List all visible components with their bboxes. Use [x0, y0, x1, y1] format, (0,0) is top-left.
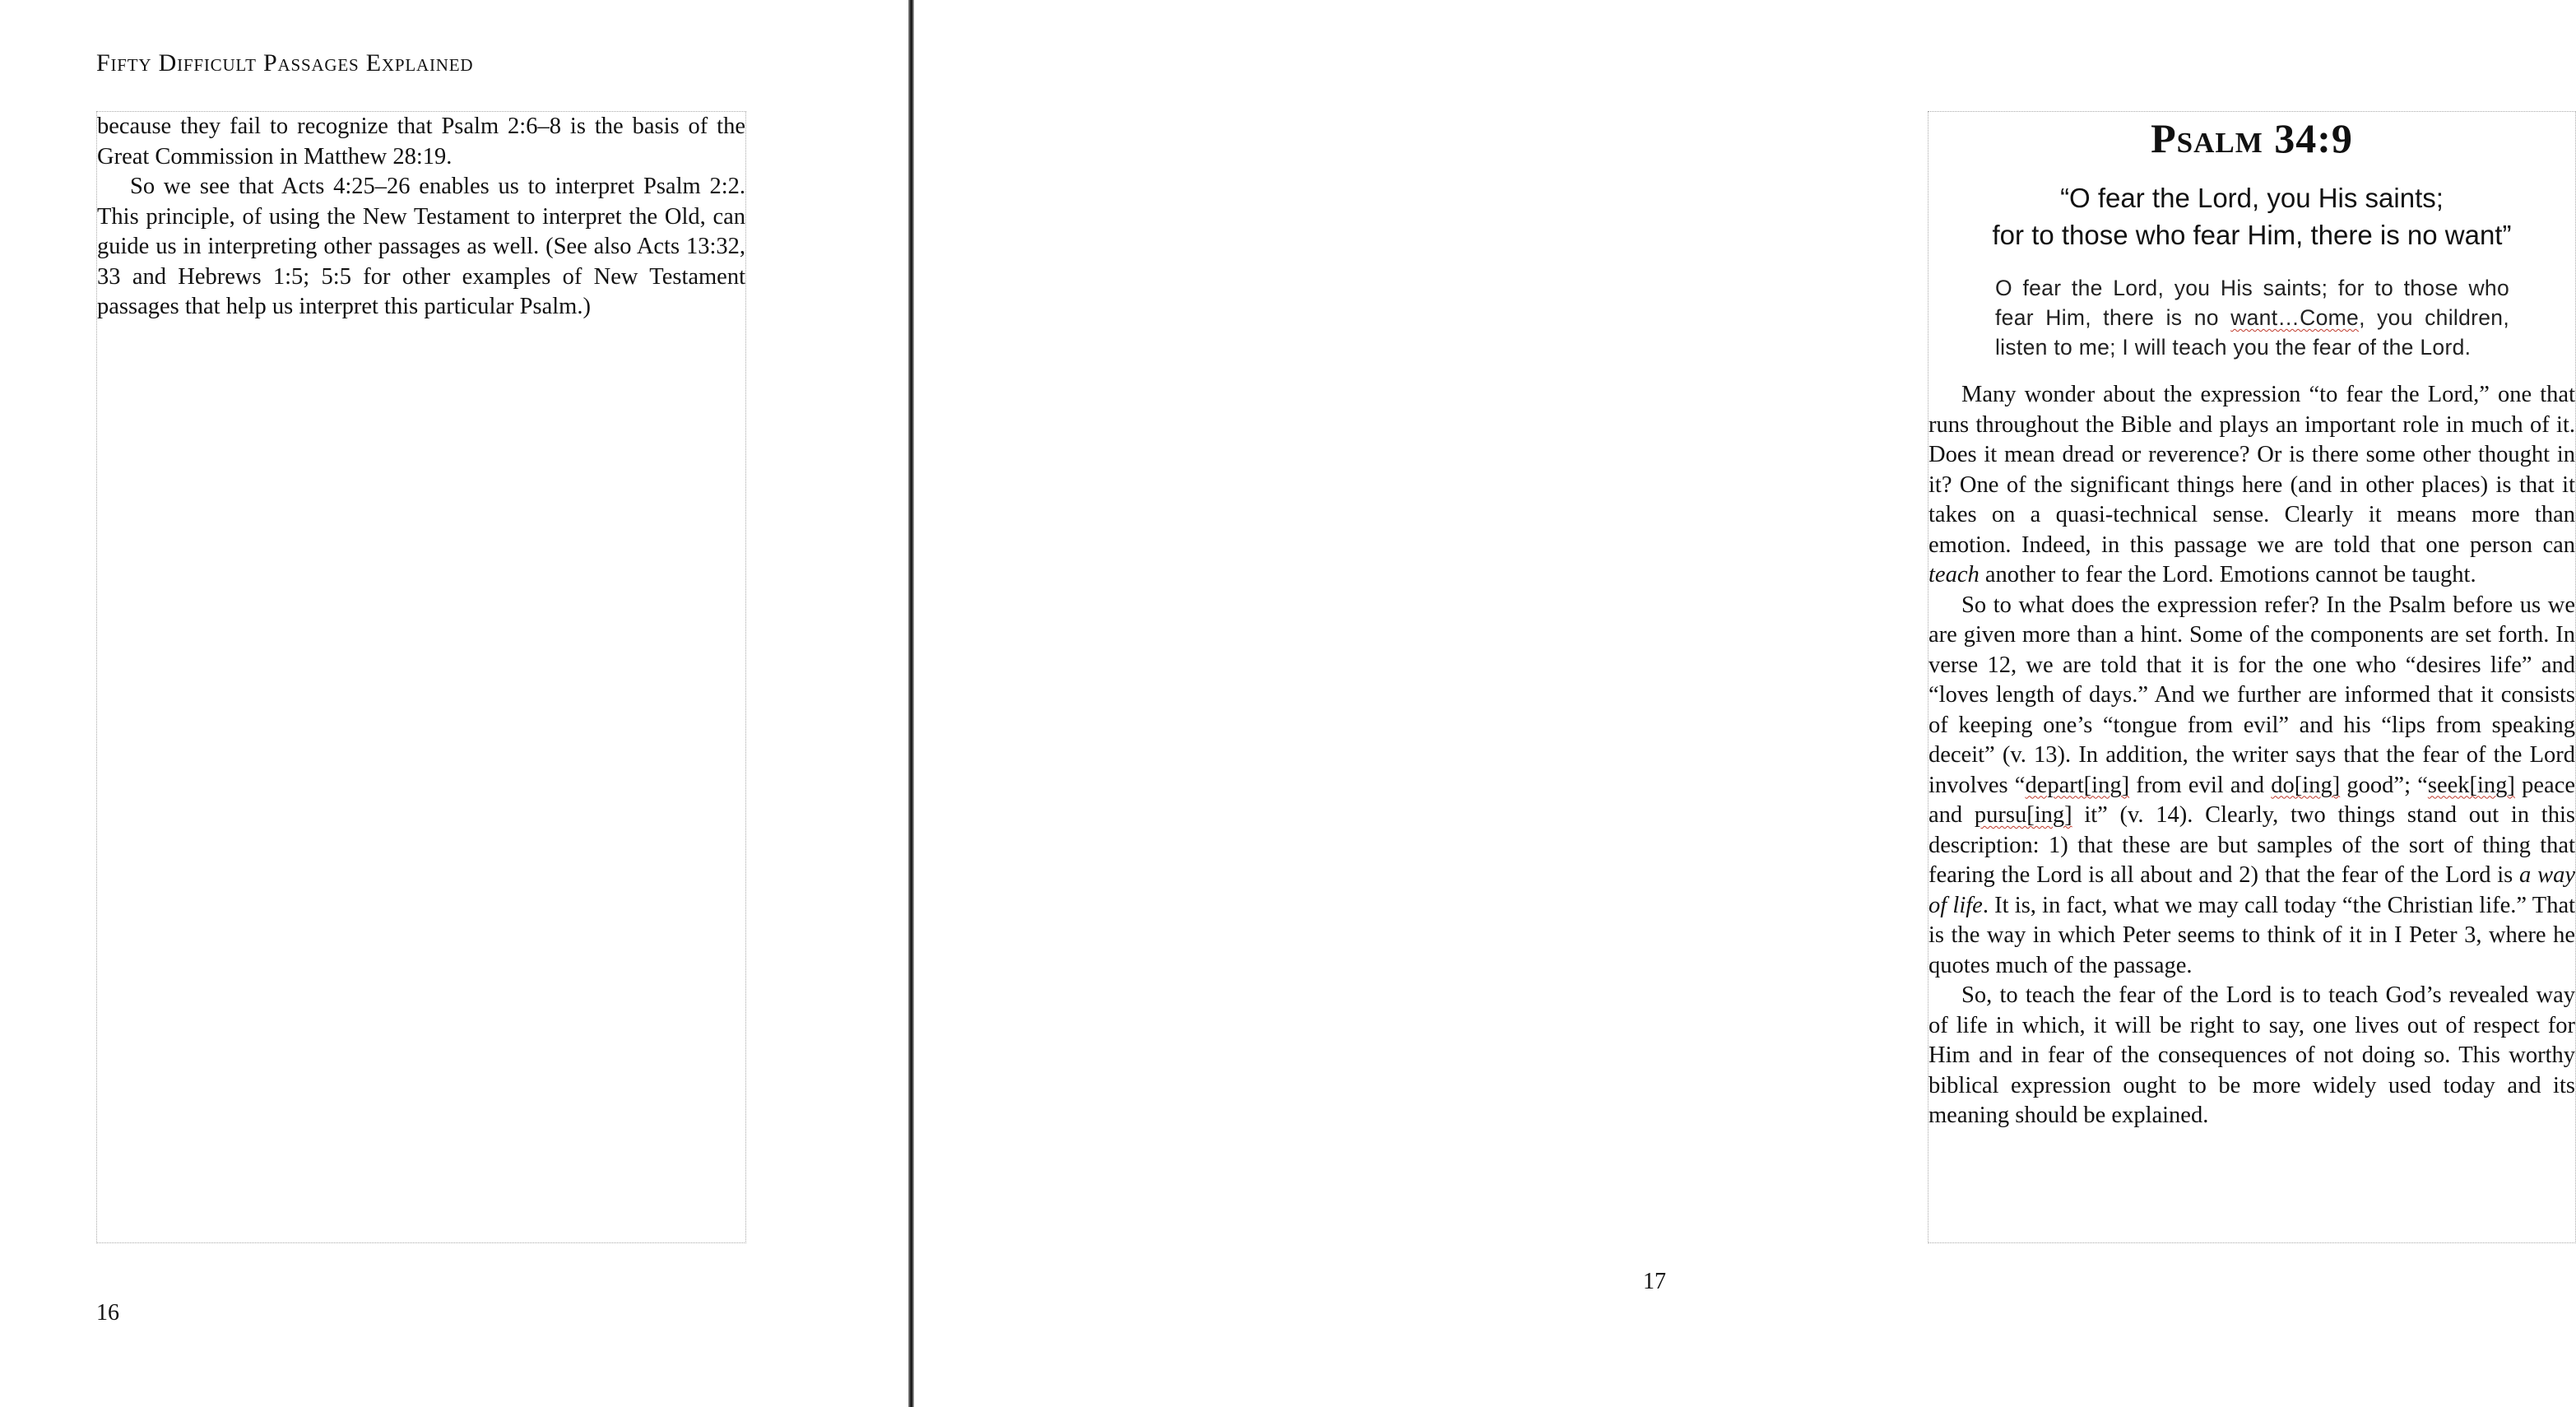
text-run: another to fear the Lord. Emotions cannot be taught. — [1979, 562, 2476, 587]
block-quote-text: , you children, listen to me; I will teach you the fear of the Lord. — [1995, 305, 2509, 360]
spellcheck-flagged-word[interactable]: seek[ing] — [2427, 772, 2515, 798]
right-body-text — [1929, 380, 2575, 1131]
spellcheck-flagged-word[interactable]: depart[ing] — [2025, 772, 2130, 798]
text-run: Many wonder about the expression “to fear the Lord,” one that runs throughout the Bible and plays an important role in much of it. Does it mean dread or reverence? Or is there some other thought in it? One of the significant things here (and in other places) is that it takes on a quasi-technical sense. Clearly it means more than emotion. Indeed, in this passage we are told that one person can — [1929, 382, 2575, 558]
italic-text: teach — [1929, 562, 1980, 587]
page-number-right: 17 — [1643, 1269, 1666, 1294]
spellcheck-flagged-word[interactable]: pursu[ing] — [1974, 802, 2072, 828]
text-run: good”; “ — [2340, 772, 2428, 798]
right-page — [914, 0, 2576, 1407]
block-quote — [1995, 273, 2509, 362]
block-quote-text: O fear the Lord, you His saints; for to those who fear Him, there is no — [1995, 276, 2509, 330]
title-quote-line: “O fear the Lord, you His saints; — [2060, 183, 2444, 213]
right-text-frame[interactable] — [1928, 111, 2576, 1243]
paragraph: because they fail to recognize that Psalm 2:6–8 is the basis of the Great Commission in Matthew 28:19. — [97, 114, 745, 169]
paragraph: So we see that Acts 4:25–26 enables us to interpret Psalm 2:2. This principle, of using the New Testament to interpret the Old, can guide us in interpreting other passages as well. (See also Acts 13:32, 33 and Hebrews 1:5; 5:5 for other examples of New Testament passages that help us interpret this particular Psalm.) — [97, 174, 745, 319]
title-quote — [1929, 179, 2575, 253]
book-spine-divider — [908, 0, 914, 1407]
spellcheck-flagged-word[interactable]: want…Come — [2230, 305, 2360, 330]
text-run: . It is, in fact, what we may call today “the Christian life.” That is the way in which Peter seems to think of it in I Peter 3, where he quotes much of the passage. — [1929, 892, 2576, 978]
paragraph — [1929, 380, 2575, 591]
spellcheck-flagged-word[interactable]: do[ing] — [2271, 772, 2341, 798]
title-quote-line: for to those who fear Him, there is no want” — [1992, 220, 2512, 250]
paragraph — [1929, 591, 2575, 982]
text-run: from evil and — [2129, 772, 2272, 798]
left-body-text — [97, 112, 745, 323]
chapter-title: Psalm 34:9 — [2151, 115, 2353, 161]
text-run: peace and — [1929, 772, 2575, 828]
left-text-frame[interactable] — [96, 111, 746, 1243]
paragraph: So, to teach the fear of the Lord is to teach God’s revealed way of life in which, it will be right to say, one lives out of respect for Him and in fear of the consequences of not doing so. This worthy biblical expression ought to be more widely used today and its meaning should be explained. — [1929, 982, 2575, 1128]
italic-text: a way of life — [1929, 862, 2575, 918]
text-run: So to what does the expression refer? In the Psalm before us we are given more than a hint. Some of the components are set forth. In verse 12, we are told that it is for the one who “desires life” and “loves length of days.” And we further are informed that it consists of keeping one’s “tongue from evil” and his “lips from speaking deceit” (v. 13). In addition, the writer says that the fear of the Lord involves “ — [1929, 592, 2575, 798]
running-head: Fifty Difficult Passages Explained — [96, 49, 474, 77]
text-run: it” (v. 14). Clearly, two things stand out in this description: 1) that these are but samples of the sort of thing that fearing the Lord is all about and 2) that the fear of the Lord is — [1929, 802, 2575, 888]
left-page — [0, 0, 908, 1407]
page-number-left: 16 — [96, 1300, 119, 1326]
